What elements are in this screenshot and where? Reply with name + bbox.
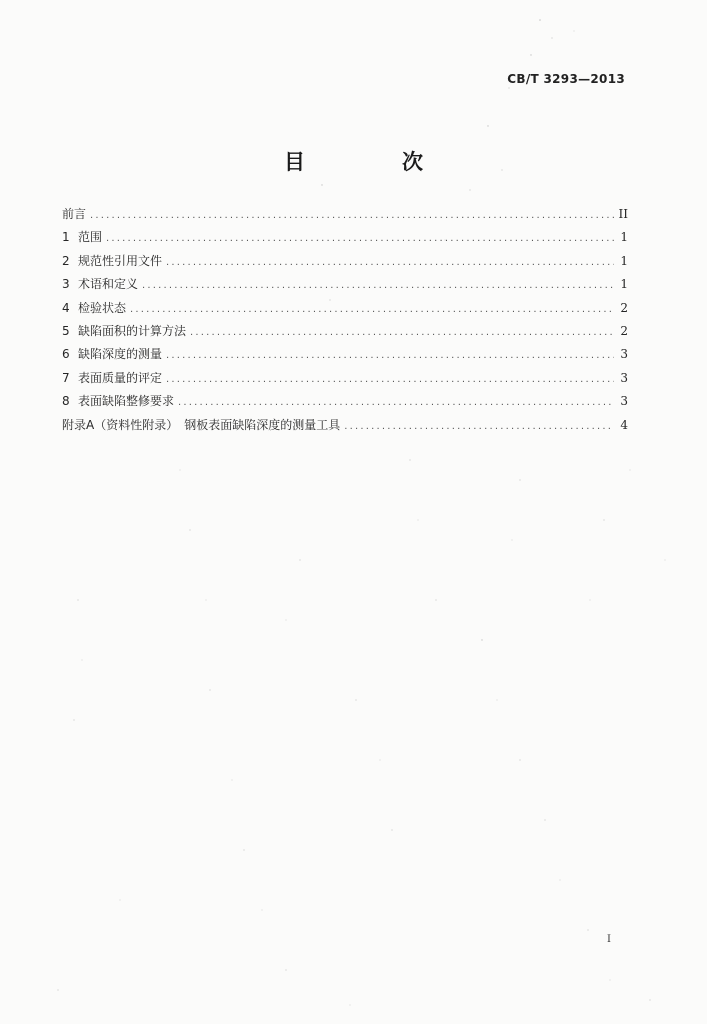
toc-entry-label: 前言 [62, 207, 87, 221]
toc-entry-page: 1 [620, 277, 628, 292]
toc-entry-label: 术语和定义 [78, 277, 139, 292]
page-number: I [607, 934, 611, 945]
toc-entry-number: 4 [62, 300, 70, 315]
standard-code: CB/T 3293—2013 [507, 72, 625, 86]
toc-leader-dots [178, 395, 614, 411]
table-of-contents [62, 206, 628, 440]
toc-entry-page: 3 [620, 347, 628, 362]
toc-leader-dots [166, 255, 614, 271]
toc-entry-number: 2 [62, 253, 70, 268]
toc-entry-page: 1 [620, 253, 628, 268]
toc-entry-page: II [618, 207, 628, 221]
toc-entry-label: 检验状态 [78, 300, 127, 315]
toc-entry-defect-area-calculation[interactable] [62, 323, 628, 346]
toc-entry-appendix-a[interactable] [62, 417, 628, 440]
toc-leader-dots [130, 302, 614, 318]
toc-entry-normative-references[interactable] [62, 253, 628, 276]
toc-entry-terms-definitions[interactable] [62, 276, 628, 299]
toc-leader-dots [190, 325, 614, 341]
page-title: 目 次 [284, 150, 461, 174]
toc-entry-page: 4 [620, 417, 628, 432]
toc-entry-label: 表面缺陷整修要求 [78, 394, 175, 409]
toc-entry-surface-quality-assessment[interactable] [62, 370, 628, 393]
toc-entry-number: 7 [62, 370, 70, 385]
toc-entry-label: 缺陷面积的计算方法 [78, 323, 187, 338]
toc-leader-dots [90, 208, 614, 224]
toc-entry-page: 1 [620, 230, 628, 245]
toc-leader-dots [166, 348, 614, 364]
toc-entry-defect-depth-measurement[interactable] [62, 346, 628, 369]
toc-entry-label: 规范性引用文件 [78, 253, 163, 268]
toc-entry-scope[interactable] [62, 229, 628, 252]
toc-entry-page: 2 [620, 323, 628, 338]
toc-entry-foreword[interactable] [62, 206, 628, 229]
toc-leader-dots [166, 372, 614, 388]
toc-entry-inspection-condition[interactable] [62, 300, 628, 323]
toc-leader-dots [106, 231, 614, 247]
toc-entry-number: 5 [62, 323, 70, 338]
toc-entry-number: 6 [62, 347, 70, 362]
toc-entry-page: 2 [620, 300, 628, 315]
toc-entry-label: 表面质量的评定 [78, 370, 163, 385]
toc-entry-label: 缺陷深度的测量 [78, 347, 163, 362]
toc-entry-page: 3 [620, 370, 628, 385]
toc-entry-page: 3 [620, 394, 628, 409]
toc-entry-number: 1 [62, 230, 70, 245]
toc-leader-dots [142, 278, 614, 294]
toc-leader-dots [344, 419, 614, 435]
toc-entry-label: 范围 [78, 230, 103, 245]
toc-entry-label: 附录A（资料性附录） 钢板表面缺陷深度的测量工具 [62, 417, 341, 432]
toc-entry-number: 8 [62, 394, 70, 409]
toc-entry-number: 3 [62, 277, 70, 292]
toc-entry-defect-repair-requirements[interactable] [62, 393, 628, 416]
